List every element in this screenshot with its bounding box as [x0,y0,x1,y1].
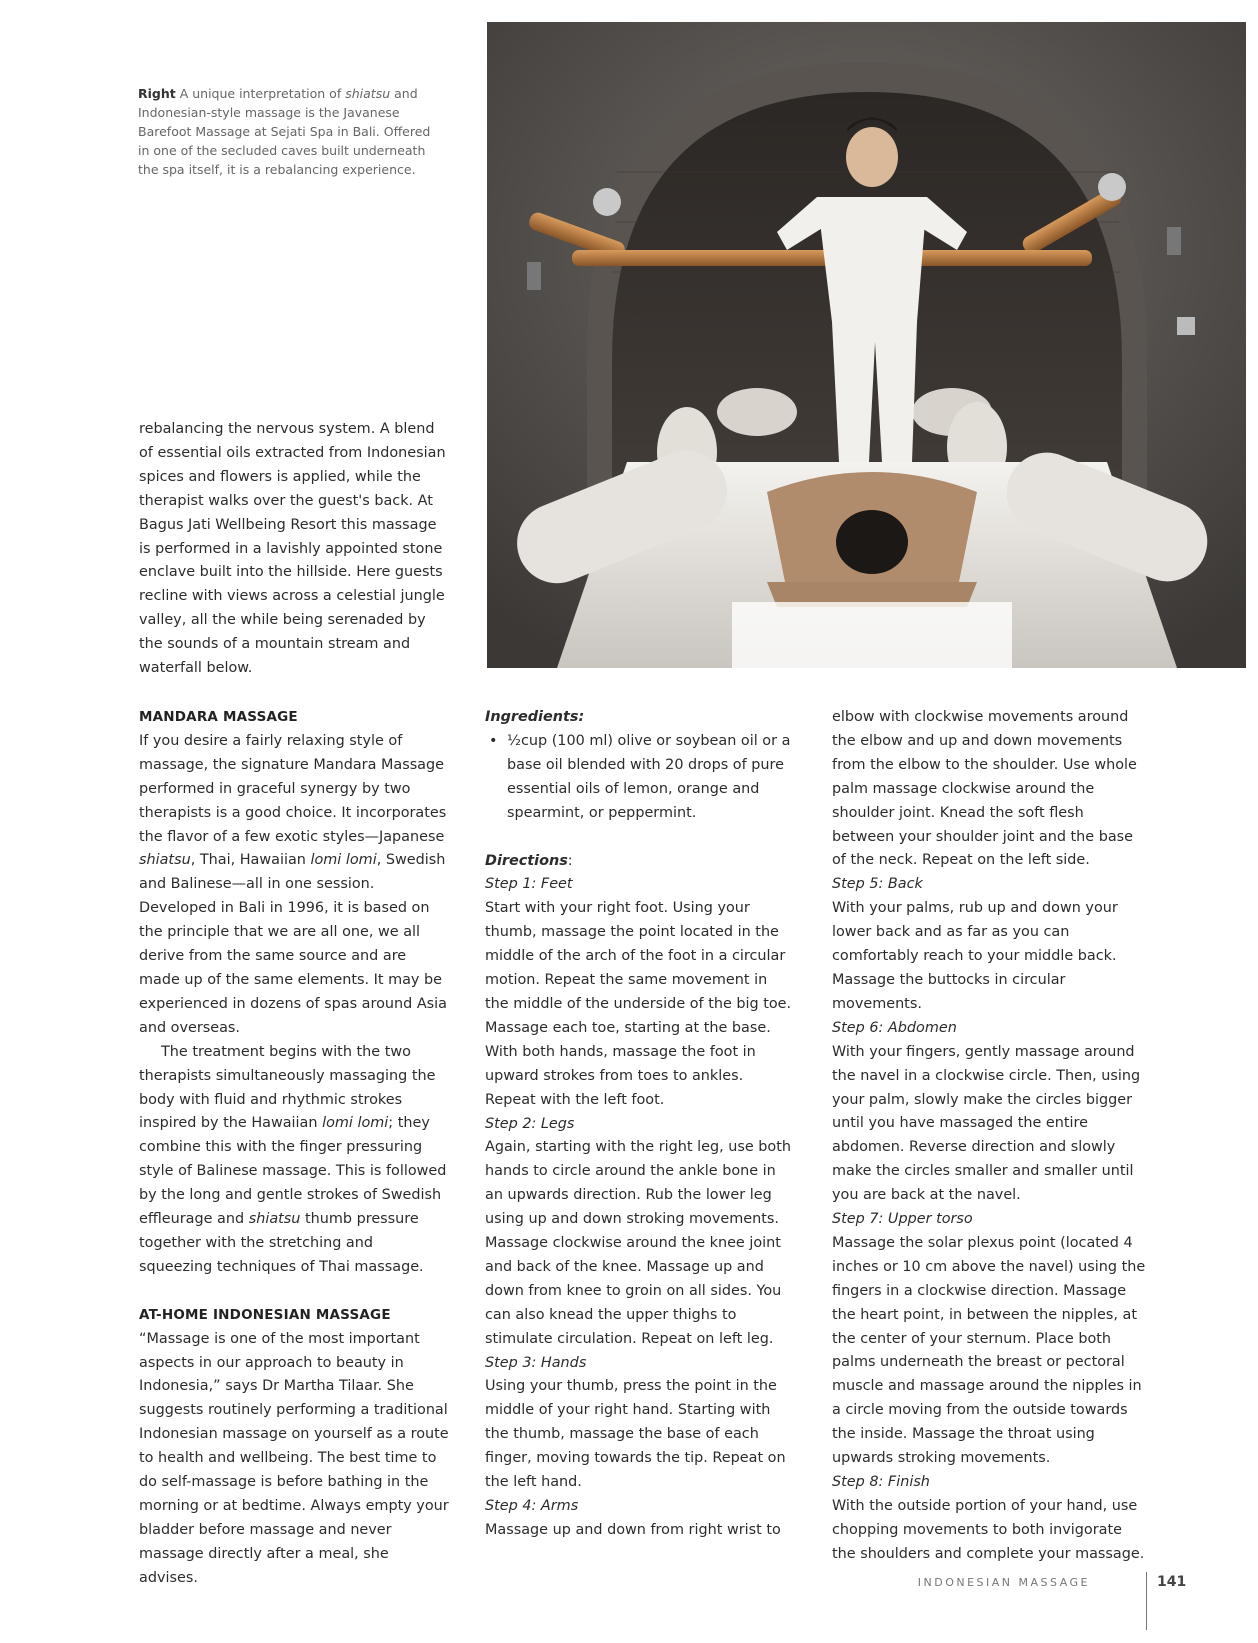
right-bracket [1167,227,1181,255]
step-1-text: Start with your right foot. Using your thumb, massage the point located in the middle of the arch of the foot in a circular motion. Repeat the same movement in the middle of the underside of the big toe. Massage each toe, starting at the base. With both hands, massage the foot in upward strokes from toes to ankles. Repeat with the left foot. [485,900,792,1108]
step-3-heading: Step 3: Hands [485,1354,587,1371]
spa-photo-illustration [487,22,1246,668]
mandara-heading: MANDARA MASSAGE [139,709,298,725]
step-8-heading: Step 8: Finish [832,1474,930,1490]
step-1-heading: Step 1: Feet [485,876,573,893]
mandara-p2-i1: lomi lomi [322,1115,389,1132]
caption-text-1: A unique interpretation of [179,86,342,101]
directions-label: Directions [485,852,568,869]
page-footer [900,1572,1200,1632]
column-3 [832,706,1147,1567]
step-4-text: Massage up and down from right wrist to [485,1521,781,1538]
mandara-p2-a: The treatment begins with the two therapists simultaneously massaging the body with fluid and rhythmic strokes inspired by the Hawaiian [139,1043,436,1132]
mandara-paragraph-2 [139,1041,449,1280]
mandara-p1-i1: shiatsu [139,852,191,869]
mandara-p2-c: thumb pressure together with the stretching and squeezing techniques of Thai massage. [139,1211,424,1275]
towel [732,602,1012,668]
directions-colon: : [567,852,573,869]
caption-italic-1: shiatsu [345,86,391,101]
pillow-left-back [717,388,797,436]
at-home-heading: AT-HOME INDONESIAN MASSAGE [139,1306,391,1323]
guest [767,472,977,607]
step-8-text: With the outside portion of your hand, use chopping movements to both invigorate the shoulders and complete your massage. [832,1497,1145,1562]
ingredients-list [485,730,795,826]
step-6-text: With your fingers, gently massage around the navel in a clockwise circle. Then, using your palm, slowly make the circles bigger until you have massaged the entire abdomen. Reverse direction and slowly make the circles smaller and smaller until you are back at the navel. [832,1043,1141,1204]
column-2 [485,706,795,1543]
mandara-p2-b: ; they combine this with the finger pressuring style of Balinese massage. This is followed by the long and gentle strokes of Swedish effleurage and [139,1115,447,1228]
left-bracket [527,262,541,290]
column-1-lower [139,418,449,681]
page-number: 141 [1157,1574,1187,1590]
ingredients-heading: Ingredients: [485,709,585,725]
caption-lead: Right [138,86,176,101]
step-7-heading: Step 7: Upper torso [832,1211,973,1228]
section-title: INDONESIAN MASSAGE [917,1576,1090,1589]
spa-photo [487,22,1246,668]
step-4-heading: Step 4: Arms [485,1498,579,1514]
ingredient-item: • ½cup (100 ml) olive or soybean oil or a base oil blended with 20 drops of pure essential oils of lemon, orange and spearmint, or peppermint. [507,730,795,826]
step-2-text: Again, starting with the right leg, use both hands to circle around the ankle bone in an upwards direction. Rub the lower leg using up and down stroking movements. Massage clockwise around the knee joint and back of the knee. Massage up and down from knee to groin on all sides. You can also knead the upper thighs to stimulate circulation. Repeat on left leg. [485,1139,791,1347]
intro-paragraph: rebalancing the nervous system. A blend of essential oils extracted from Indonesian spices and flowers is applied, while the therapist walks over the guest's back. At Bagus Jati Wellbeing Resort this massage is performed in a lavishly appointed stone enclave built into the hillside. Here guests recline with views across a celestial jungle valley, all the while being serenaded by the sounds of a mountain stream and waterfall below. [139,421,446,677]
directions-heading [485,850,795,874]
step-7-text: Massage the solar plexus point (located 4 inches or 10 cm above the navel) using the fingers in a clockwise direction. Massage the heart point, in between the nipples, at the center of your sternum. Place both palms underneath the breast or pectoral muscle and massage around the nipples in a circle moving from the outside towards the inside. Massage the throat using upwards stroking movements. [832,1234,1146,1467]
mandara-p2-i2: shiatsu [248,1211,301,1228]
mandara-p1-b: , Thai, Hawaiian [190,852,306,869]
photo-caption [138,84,438,179]
step-3-text: Using your thumb, press the point in the middle of your right hand. Starting with the thumb, massage the base of each finger, moving towards the tip. Repeat on the left hand. [485,1378,786,1491]
step-6-heading: Step 6: Abdomen [832,1019,957,1036]
step-4-continued: elbow with clockwise movements around the elbow and up and down movements from the elbow to the shoulder. Use whole palm massage clockwise around the shoulder joint. Knead the soft flesh between your shoulder joint and the base of the neck. Repeat on the left side. [832,709,1137,869]
footer-divider [1146,1572,1147,1630]
mandara-p1-a: If you desire a fairly relaxing style of massage, the signature Mandara Massage performed in graceful synergy by two therapists is a good choice. It incorporates the flavor of a few exotic styles—Japanese [139,732,447,845]
mandara-paragraph-1 [139,730,449,1041]
step-5-heading: Step 5: Back [832,876,923,893]
step-2-heading: Step 2: Legs [485,1115,575,1132]
step-5-text: With your palms, rub up and down your lower back and as far as you can comfortably reach to your middle back. Massage the buttocks in circular movements. [832,900,1118,1012]
caption-text-2: and Indonesian-style massage is the Javanese Barefoot Massage at Sejati Spa in Bali. Offered in one of the secluded caves built underneath the spa itself, it is a rebalancing experience. [138,86,431,177]
wall-switch [1177,317,1195,335]
column-1-sections [139,706,449,1591]
at-home-paragraph: “Massage is one of the most important aspects in our approach to beauty in Indonesia,” says Dr Martha Tilaar. She suggests routinely performing a traditional Indonesian massage on yourself as a route to health and wellbeing. The best time to do self-massage is before bathing in the morning or at bedtime. Always empty your bladder before massage and never massage directly after a meal, she advises. [139,1330,449,1586]
mandara-p1-i2: lomi lomi [310,852,377,869]
mandara-p1-c: , Swedish and Balinese—all in one session. Developed in Bali in 1996, it is based on the principle that we are all one, we all derive from the same source and are made up of the same elements. It may be experienced in dozens of spas around Asia and overseas. [139,852,447,1036]
